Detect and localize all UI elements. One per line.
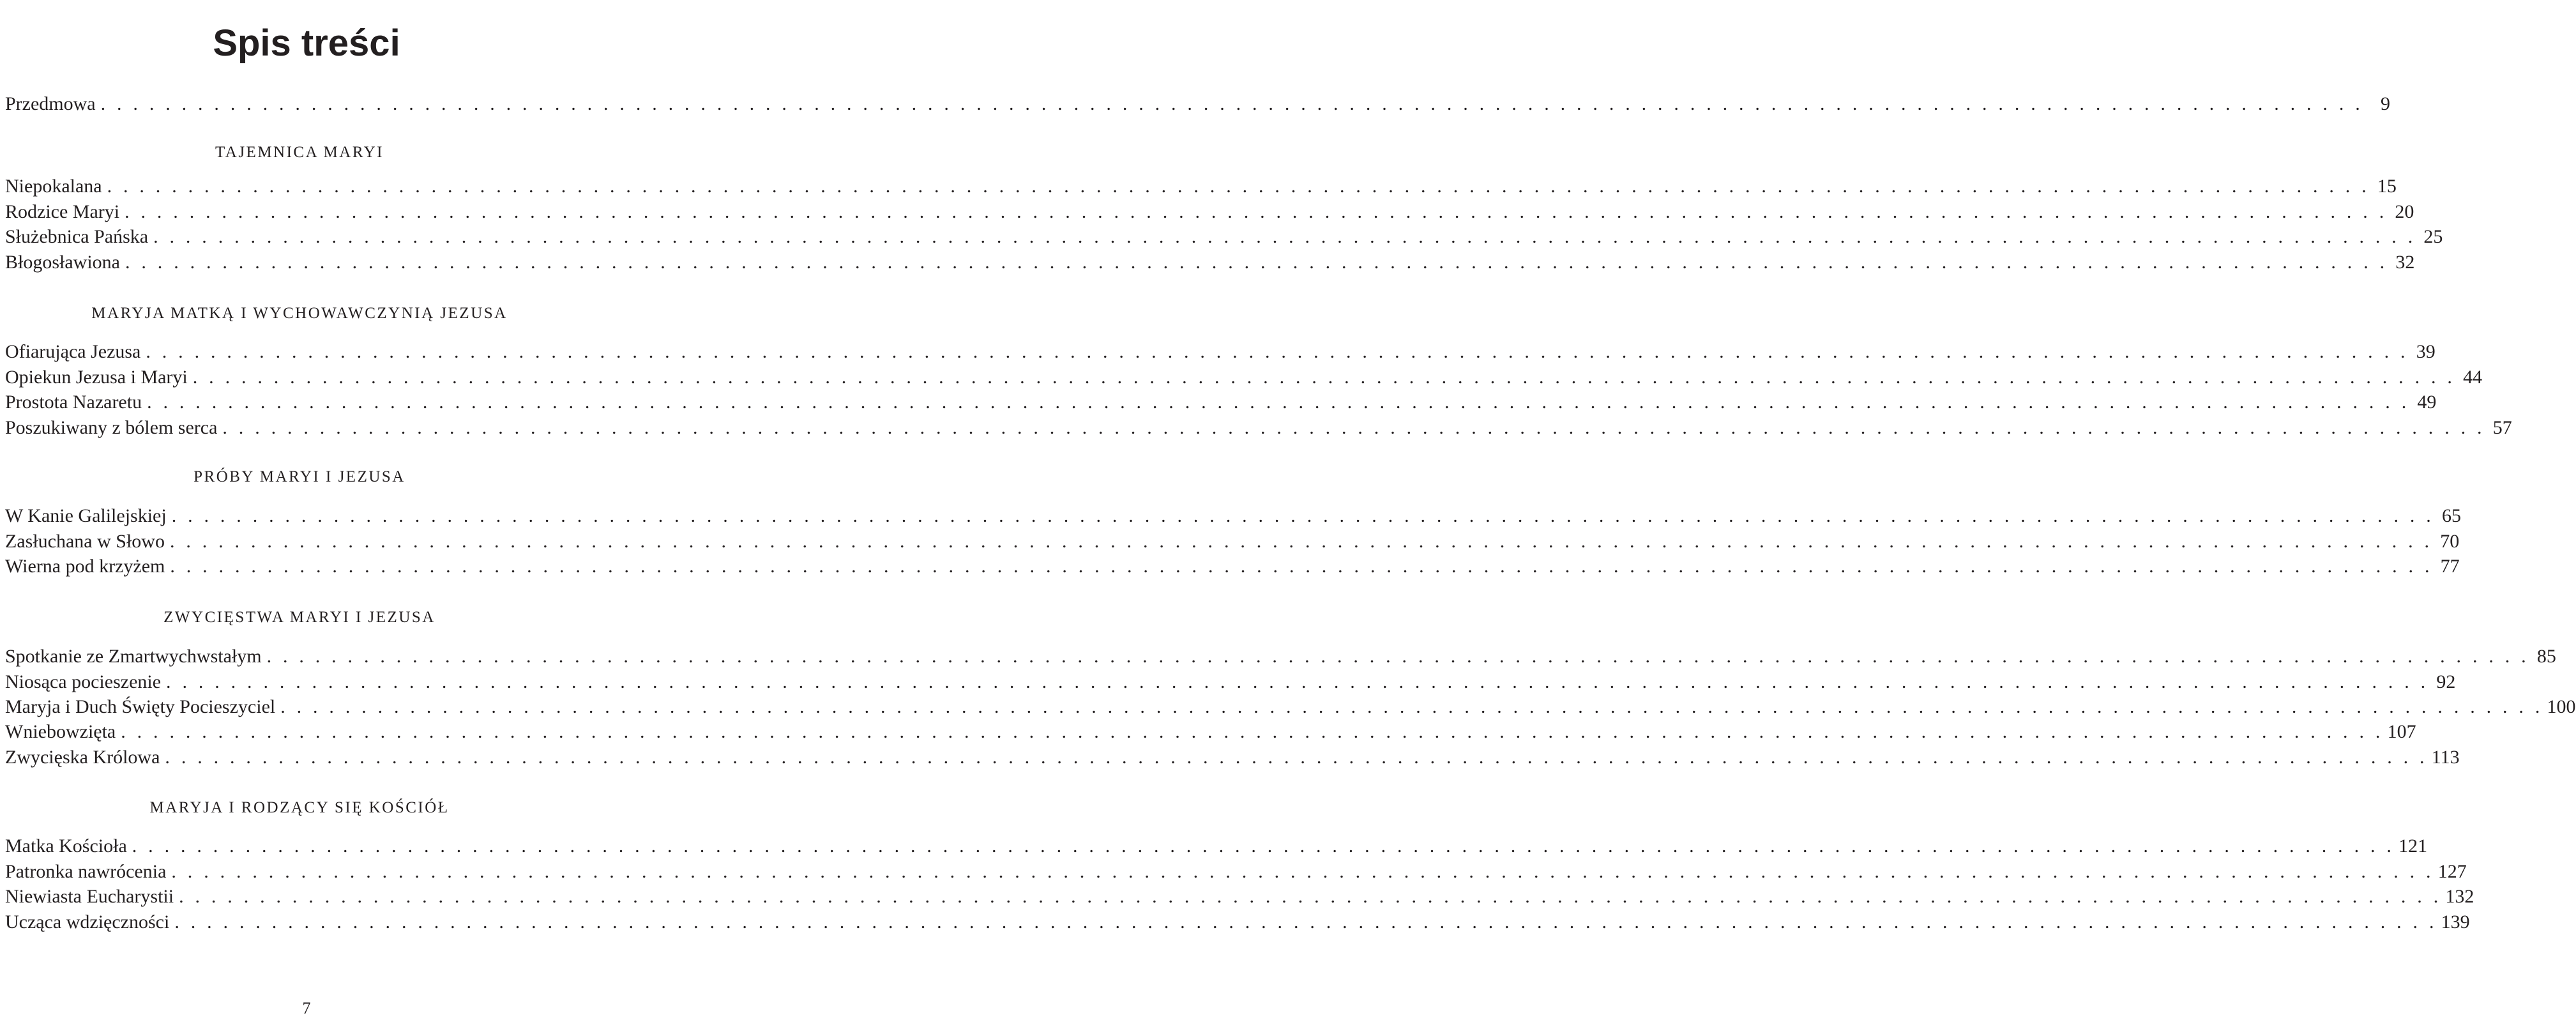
toc-entry-page: 85 — [2536, 646, 2556, 667]
toc-entry[interactable] — [5, 529, 2460, 554]
dot-leader: . . . . . . . . . . . . . . . . . . . . . . . . . . . . . . . . . . . . . . . . . . . . . . . . . . . . . . . . . . . . . . . . . . . . . . . . . . . . . . . . . . . . . . . . . . . . . . . . . . . . . . . . . . . . . . . . . . . . . . . . . . . . . . . . . . . . . . . . . . . . — [165, 747, 2428, 768]
toc-entry[interactable] — [5, 199, 2414, 225]
toc-entry-title: Spotkanie ze Zmartwychwstałym — [5, 646, 262, 667]
dot-leader: . . . . . . . . . . . . . . . . . . . . . . . . . . . . . . . . . . . . . . . . . . . . . . . . . . . . . . . . . . . . . . . . . . . . . . . . . . . . . . . . . . . . . . . . . . . . . . . . . . . . . . . . . . . . . . . . . . . . . . . . . . . . . . . . . . . . . . . . . . . . — [153, 226, 2416, 247]
toc-entry-title: Ucząca wdzięczności — [5, 911, 170, 933]
toc-entry-title: Niepokalana — [5, 176, 102, 197]
dot-leader: . . . . . . . . . . . . . . . . . . . . . . . . . . . . . . . . . . . . . . . . . . . . . . . . . . . . . . . . . . . . . . . . . . . . . . . . . . . . . . . . . . . . . . . . . . . . . . . . . . . . . . . . . . . . . . . . . . . . . . . . . . . . . . . . . . . . . . . . . . . . — [147, 392, 2410, 413]
toc-entry-title: Prostota Nazaretu — [5, 392, 142, 413]
dot-leader: . . . . . . . . . . . . . . . . . . . . . . . . . . . . . . . . . . . . . . . . . . . . . . . . . . . . . . . . . . . . . . . . . . . . . . . . . . . . . . . . . . . . . . . . . . . . . . . . . . . . . . . . . . . . . . . . . . . . . . . . . . . . . . . . . . . . . . . . . . . . — [107, 176, 2370, 197]
toc-entry-page: 39 — [2416, 341, 2436, 362]
dot-leader: . . . . . . . . . . . . . . . . . . . . . . . . . . . . . . . . . . . . . . . . . . . . . . . . . . . . . . . . . . . . . . . . . . . . . . . . . . . . . . . . . . . . . . . . . . . . . . . . . . . . . . . . . . . . . . . . . . . . . . . . . . . . . . . . . . . . . . . . . . . . — [146, 341, 2409, 362]
toc-entry-page: 100 — [2547, 696, 2576, 717]
dot-leader: . . . . . . . . . . . . . . . . . . . . . . . . . . . . . . . . . . . . . . . . . . . . . . . . . . . . . . . . . . . . . . . . . . . . . . . . . . . . . . . . . . . . . . . . . . . . . . . . . . . . . . . . . . . . . . . . . . . . . . . . . . . . . . . . . . . . . . . . . . . . — [171, 505, 2435, 526]
toc-entry[interactable] — [5, 694, 2576, 720]
toc-entry-page: 132 — [2445, 886, 2474, 907]
toc-entry-title: Opiekun Jezusa i Maryi — [5, 367, 188, 388]
toc-entry-page: 127 — [2437, 861, 2467, 882]
toc-entry-title: Ofiarująca Jezusa — [5, 341, 141, 362]
section-heading: MARYJA I RODZĄCY SIĘ KOŚCIÓŁ — [149, 799, 450, 816]
toc-entry[interactable] — [5, 503, 2462, 529]
dot-leader: . . . . . . . . . . . . . . . . . . . . . . . . . . . . . . . . . . . . . . . . . . . . . . . . . . . . . . . . . . . . . . . . . . . . . . . . . . . . . . . . . . . . . . . . . . . . . . . . . . . . . . . . . . . . . . . . . . . . . . . . . . . . . . . . . . . . . . . . . . . . — [222, 417, 2485, 438]
toc-entry-page: 113 — [2431, 747, 2460, 768]
toc-entry[interactable] — [5, 719, 2416, 745]
toc-entry[interactable] — [5, 554, 2460, 579]
toc-entry-title: W Kanie Galilejskiej — [5, 505, 167, 526]
toc-entry-page: 44 — [2463, 367, 2483, 388]
section-heading: MARYJA MATKĄ I WYCHOWAWCZYNIĄ JEZUSA — [91, 305, 508, 322]
toc-entry-title: Maryja i Duch Święty Pocieszyciel — [5, 696, 276, 717]
toc-entry[interactable] — [5, 339, 2436, 365]
toc-entry[interactable] — [5, 644, 2556, 669]
toc-entry[interactable] — [5, 390, 2437, 415]
toc-entry-page: 32 — [2395, 252, 2415, 273]
page-number: 7 — [302, 999, 311, 1017]
toc-entry-title: Niewiasta Eucharystii — [5, 886, 174, 907]
dot-leader: . . . . . . . . . . . . . . . . . . . . . . . . . . . . . . . . . . . . . . . . . . . . . . . . . . . . . . . . . . . . . . . . . . . . . . . . . . . . . . . . . . . . . . . . . . . . . . . . . . . . . . . . . . . . . . . . . . . . . . . . . . . . . . . . . . . . . . . . . . . . — [100, 93, 2363, 114]
toc-entry-page: 65 — [2442, 505, 2462, 526]
toc-entry-title: Matka Kościoła — [5, 835, 127, 857]
toc-entry-title: Wierna pod krzyżem — [5, 556, 165, 577]
toc-entry-page: 57 — [2492, 417, 2512, 438]
section-heading: ZWYCIĘSTWA MARYI I JEZUSA — [163, 609, 436, 626]
toc-entry-page: 25 — [2423, 226, 2443, 247]
toc-entry[interactable] — [5, 91, 2390, 117]
toc-entry-page: 77 — [2440, 556, 2460, 577]
toc-entry-title: Niosąca pocieszenie — [5, 671, 162, 692]
dot-leader: . . . . . . . . . . . . . . . . . . . . . . . . . . . . . . . . . . . . . . . . . . . . . . . . . . . . . . . . . . . . . . . . . . . . . . . . . . . . . . . . . . . . . . . . . . . . . . . . . . . . . . . . . . . . . . . . . . . . . . . . . . . . . . . . . . . . . . . . . . . . — [174, 911, 2437, 933]
toc-entry-title: Służebnica Pańska — [5, 226, 149, 247]
toc-entry[interactable] — [5, 884, 2474, 910]
toc-entry[interactable] — [5, 250, 2415, 275]
toc-entry[interactable] — [5, 224, 2443, 250]
toc-entry-page: 9 — [2380, 93, 2390, 114]
toc-entry-title: Przedmowa — [5, 93, 96, 114]
dot-leader: . . . . . . . . . . . . . . . . . . . . . . . . . . . . . . . . . . . . . . . . . . . . . . . . . . . . . . . . . . . . . . . . . . . . . . . . . . . . . . . . . . . . . . . . . . . . . . . . . . . . . . . . . . . . . . . . . . . . . . . . . . . . . . . . . . . . . . . . . . . . — [166, 671, 2429, 692]
toc-entry-page: 15 — [2377, 176, 2397, 197]
toc-entry-title: Błogosławiona — [5, 252, 120, 273]
section-heading: TAJEMNICA MARYI — [215, 144, 384, 161]
toc-entry[interactable] — [5, 174, 2397, 199]
dot-leader: . . . . . . . . . . . . . . . . . . . . . . . . . . . . . . . . . . . . . . . . . . . . . . . . . . . . . . . . . . . . . . . . . . . . . . . . . . . . . . . . . . . . . . . . . . . . . . . . . . . . . . . . . . . . . . . . . . . . . . . . . . . . . . . . . . . . . . . . . . . . — [266, 646, 2529, 667]
dot-leader: . . . . . . . . . . . . . . . . . . . . . . . . . . . . . . . . . . . . . . . . . . . . . . . . . . . . . . . . . . . . . . . . . . . . . . . . . . . . . . . . . . . . . . . . . . . . . . . . . . . . . . . . . . . . . . . . . . . . . . . . . . . . . . . . . . . . . . . . . . . . — [125, 252, 2388, 273]
toc-entry-title: Rodzice Maryi — [5, 201, 120, 222]
toc-entry[interactable] — [5, 834, 2428, 859]
dot-leader: . . . . . . . . . . . . . . . . . . . . . . . . . . . . . . . . . . . . . . . . . . . . . . . . . . . . . . . . . . . . . . . . . . . . . . . . . . . . . . . . . . . . . . . . . . . . . . . . . . . . . . . . . . . . . . . . . . . . . . . . . . . . . . . . . . . . . . . . . . . . — [170, 556, 2433, 577]
toc-entry-title: Zasłuchana w Słowo — [5, 531, 165, 552]
toc-entry-page: 121 — [2398, 835, 2428, 857]
toc-entry-page: 20 — [2395, 201, 2414, 222]
page-title: Spis treści — [213, 22, 400, 64]
dot-leader: . . . . . . . . . . . . . . . . . . . . . . . . . . . . . . . . . . . . . . . . . . . . . . . . . . . . . . . . . . . . . . . . . . . . . . . . . . . . . . . . . . . . . . . . . . . . . . . . . . . . . . . . . . . . . . . . . . . . . . . . . . . . . . . . . . . . . . . . . . . . — [192, 367, 2456, 388]
toc-entry-title: Zwycięska Królowa — [5, 747, 160, 768]
toc-entry-title: Wniebowzięta — [5, 721, 116, 742]
dot-leader: . . . . . . . . . . . . . . . . . . . . . . . . . . . . . . . . . . . . . . . . . . . . . . . . . . . . . . . . . . . . . . . . . . . . . . . . . . . . . . . . . . . . . . . . . . . . . . . . . . . . . . . . . . . . . . . . . . . . . . . . . . . . . . . . . . . . . . . . . . . . — [179, 886, 2442, 907]
toc-entry-page: 49 — [2417, 392, 2437, 413]
dot-leader: . . . . . . . . . . . . . . . . . . . . . . . . . . . . . . . . . . . . . . . . . . . . . . . . . . . . . . . . . . . . . . . . . . . . . . . . . . . . . . . . . . . . . . . . . . . . . . . . . . . . . . . . . . . . . . . . . . . . . . . . . . . . . . . . . . . . . . . . . . . . — [171, 861, 2434, 882]
dot-leader: . . . . . . . . . . . . . . . . . . . . . . . . . . . . . . . . . . . . . . . . . . . . . . . . . . . . . . . . . . . . . . . . . . . . . . . . . . . . . . . . . . . . . . . . . . . . . . . . . . . . . . . . . . . . . . . . . . . . . . . . . . . . . . . . . . . . . . . . . . . . — [169, 531, 2433, 552]
dot-leader: . . . . . . . . . . . . . . . . . . . . . . . . . . . . . . . . . . . . . . . . . . . . . . . . . . . . . . . . . . . . . . . . . . . . . . . . . . . . . . . . . . . . . . . . . . . . . . . . . . . . . . . . . . . . . . . . . . . . . . . . . . . . . . . . . . . . . . . . . . . . — [121, 721, 2384, 742]
dot-leader: . . . . . . . . . . . . . . . . . . . . . . . . . . . . . . . . . . . . . . . . . . . . . . . . . . . . . . . . . . . . . . . . . . . . . . . . . . . . . . . . . . . . . . . . . . . . . . . . . . . . . . . . . . . . . . . . . . . . . . . . . . . . . . . . . . . . . . . . . . . . — [280, 696, 2543, 717]
toc-entry[interactable] — [5, 745, 2460, 770]
toc-entry[interactable] — [5, 910, 2470, 935]
toc-entry[interactable] — [5, 415, 2512, 441]
toc-entry-page: 107 — [2387, 721, 2416, 742]
dot-leader: . . . . . . . . . . . . . . . . . . . . . . . . . . . . . . . . . . . . . . . . . . . . . . . . . . . . . . . . . . . . . . . . . . . . . . . . . . . . . . . . . . . . . . . . . . . . . . . . . . . . . . . . . . . . . . . . . . . . . . . . . . . . . . . . . . . . . . . . . . . . — [132, 835, 2395, 857]
toc-entry-title: Patronka nawrócenia — [5, 861, 167, 882]
toc-entry[interactable] — [5, 365, 2483, 390]
toc-entry[interactable] — [5, 859, 2467, 885]
section-heading: PRÓBY MARYI I JEZUSA — [193, 468, 405, 485]
toc-entry-page: 70 — [2440, 531, 2460, 552]
toc-entry[interactable] — [5, 669, 2456, 695]
toc-entry-title: Poszukiwany z bólem serca — [5, 417, 218, 438]
dot-leader: . . . . . . . . . . . . . . . . . . . . . . . . . . . . . . . . . . . . . . . . . . . . . . . . . . . . . . . . . . . . . . . . . . . . . . . . . . . . . . . . . . . . . . . . . . . . . . . . . . . . . . . . . . . . . . . . . . . . . . . . . . . . . . . . . . . . . . . . . . . . — [125, 201, 2388, 222]
toc-entry-page: 92 — [2436, 671, 2456, 692]
toc-entry-page: 139 — [2441, 911, 2470, 933]
